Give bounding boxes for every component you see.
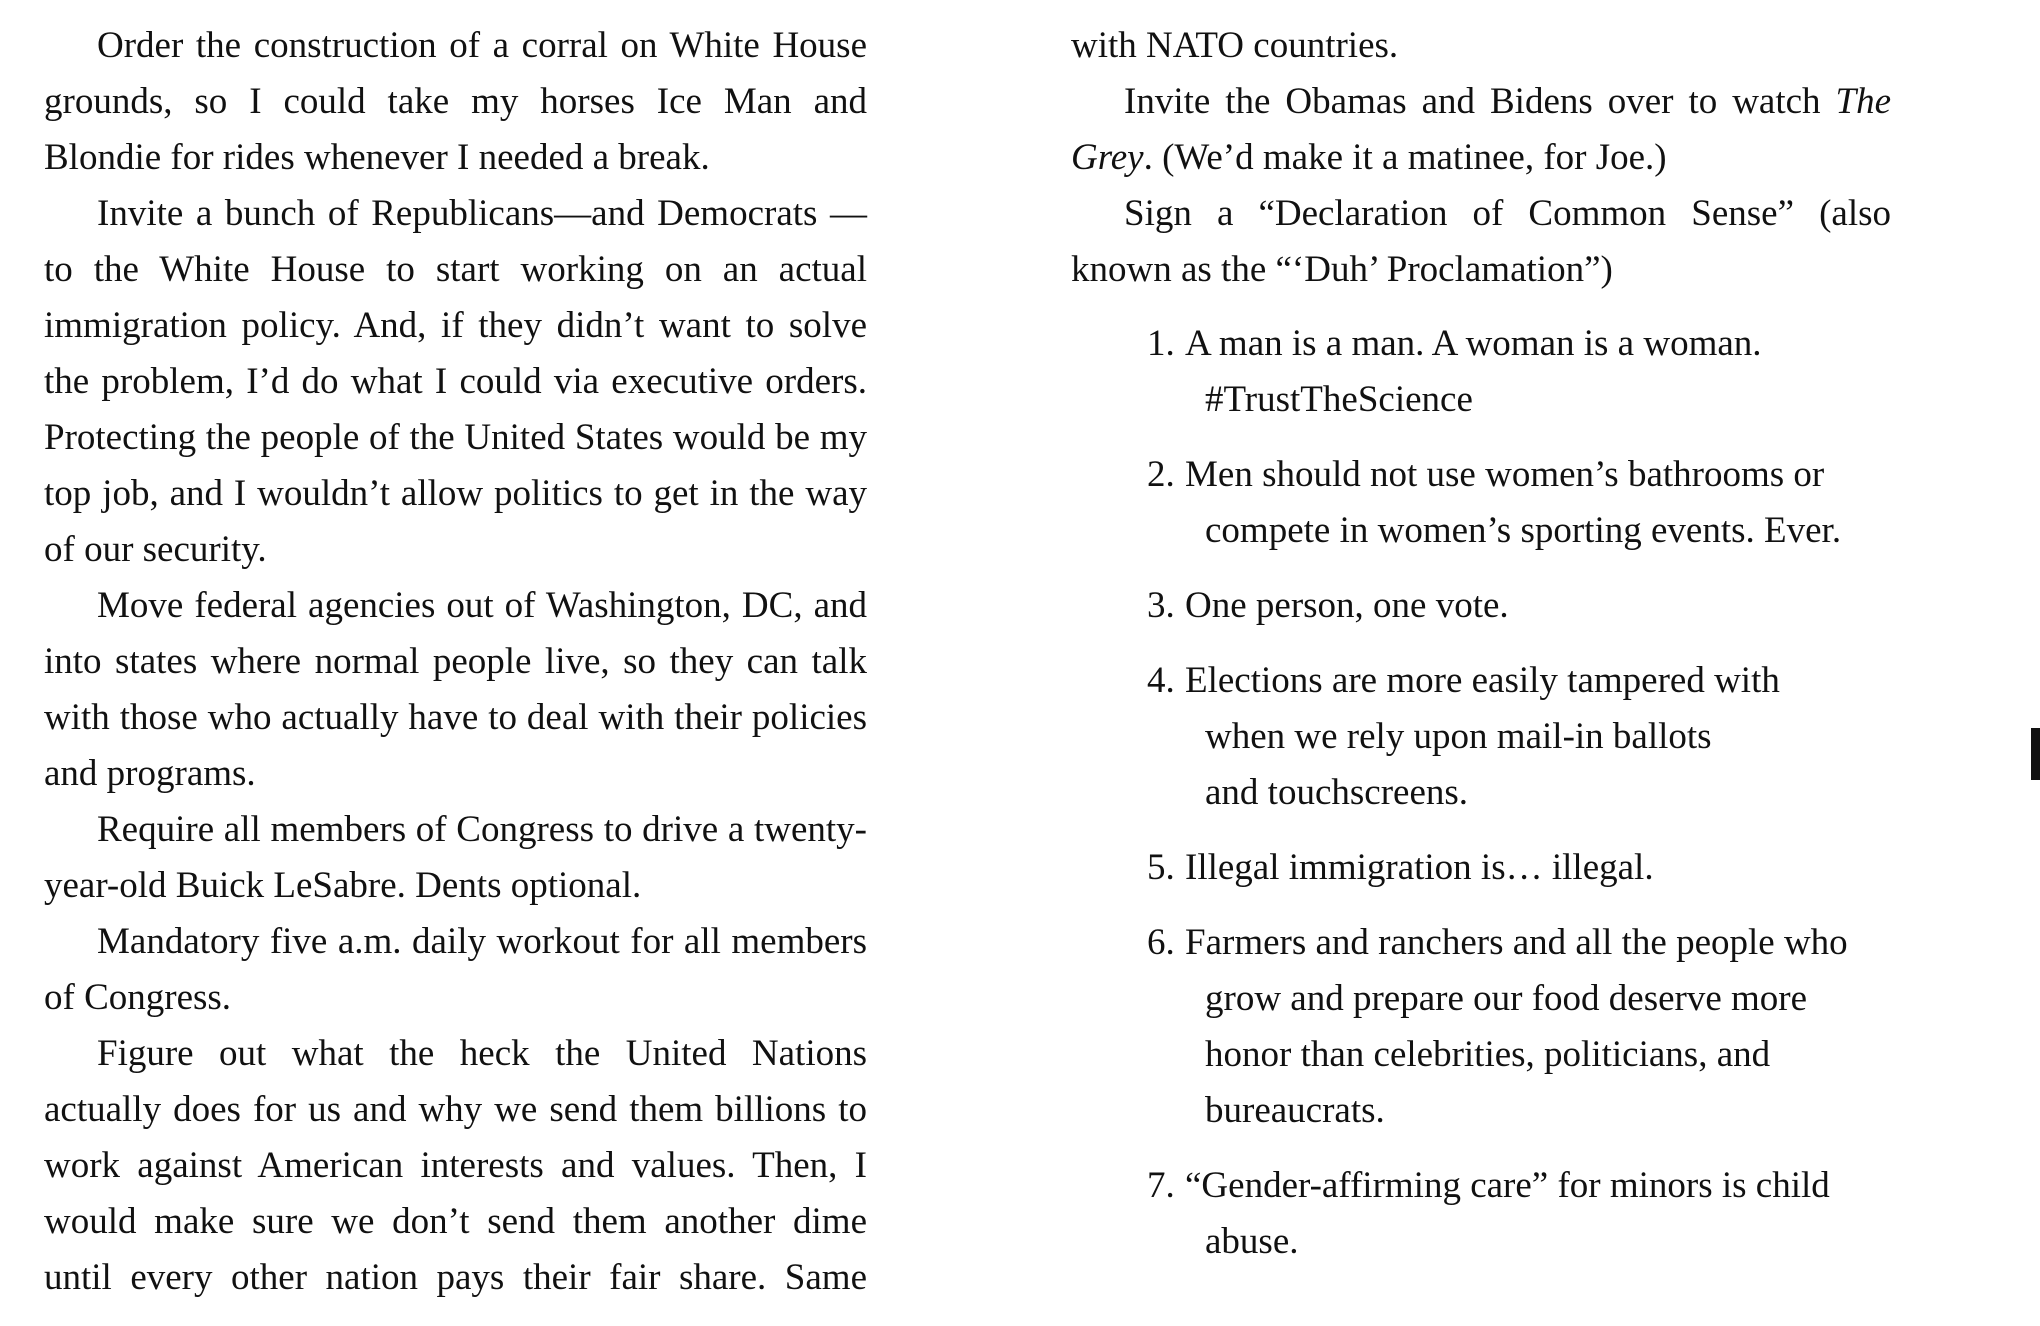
film-title: The Grey bbox=[1071, 81, 1891, 178]
list-item bbox=[1071, 447, 1891, 559]
list-item-text: Elections are more easily tampered with bbox=[1185, 660, 1780, 701]
list-item-text: One person, one vote. bbox=[1185, 585, 1509, 626]
left-page-column bbox=[44, 18, 867, 1306]
list-item-number: 5. bbox=[1147, 847, 1175, 888]
list-item bbox=[1071, 1158, 1891, 1270]
list-item-number: 6. bbox=[1147, 922, 1175, 963]
list-item-number: 7. bbox=[1147, 1165, 1175, 1206]
right-page-column bbox=[1071, 18, 1891, 1289]
common-sense-list bbox=[1071, 316, 1891, 1270]
list-item-text: A man is a man. A woman is a woman. bbox=[1185, 323, 1762, 364]
paragraph-united-nations: Figure out what the heck the United Nations actually does for us and why we send them billions to work against American interests and values. Then, I would make sure we don’t send them another dime until every other nation pays their fair share. Same bbox=[44, 1033, 867, 1298]
invite-text-before: Invite the Obamas and Bidens over to watch bbox=[1124, 81, 1836, 122]
paragraph-federal-agencies: Move federal agencies out of Washington, DC, and into states where normal people live, so they can talk with those who actually have to deal with their policies and programs. bbox=[44, 585, 867, 794]
list-item-text-continued: abuse. bbox=[1205, 1221, 1299, 1262]
list-item bbox=[1071, 915, 1891, 1139]
list-item-text: Farmers and ranchers and all the people who bbox=[1185, 922, 1848, 963]
list-item-number: 2. bbox=[1147, 454, 1175, 495]
paragraph-immigration-policy: Invite a bunch of Republicans—and Democrats —to the White House to start working on an actual immigration policy. And, if they didn’t want to solve the problem, I’d do what I could via executive orders. Protecting the people of the United States would be my top job, and I wouldn’t allow politics to get in the way of our security. bbox=[44, 193, 867, 570]
list-item-text-continued: when we rely upon mail-in ballots and touchscreens. bbox=[1205, 716, 1712, 813]
list-item bbox=[1071, 840, 1891, 896]
paragraph-buick: Require all members of Congress to drive a twenty-year-old Buick LeSabre. Dents optional. bbox=[44, 809, 867, 906]
list-item-text-continued: compete in women’s sporting events. Ever. bbox=[1205, 510, 1842, 551]
list-item bbox=[1071, 578, 1891, 634]
paragraph-declaration-intro: Sign a “Declaration of Common Sense” (also known as the “‘Duh’ Proclamation”) bbox=[1071, 193, 1891, 290]
paragraph-continuation: with NATO countries. bbox=[1071, 25, 1399, 66]
list-item-number: 4. bbox=[1147, 660, 1175, 701]
list-item-text: Illegal immigration is… illegal. bbox=[1185, 847, 1654, 888]
paragraph-corral: Order the construction of a corral on White House grounds, so I could take my horses Ice Man and Blondie for rides whenever I needed a break. bbox=[44, 25, 867, 178]
page-edge-marker bbox=[2031, 728, 2040, 780]
list-item-text: “Gender-affirming care” for minors is child bbox=[1185, 1165, 1830, 1206]
list-item bbox=[1071, 653, 1891, 821]
list-item-number: 1. bbox=[1147, 323, 1175, 364]
list-item-text-continued: grow and prepare our food deserve more honor than celebrities, politicians, and bureaucrats. bbox=[1205, 978, 1808, 1131]
list-item bbox=[1071, 316, 1891, 428]
paragraph-workout: Mandatory five a.m. daily workout for all members of Congress. bbox=[44, 921, 867, 1018]
paragraph-invite-obamas bbox=[1071, 74, 1891, 186]
invite-text-after: . (We’d make it a matinee, for Joe.) bbox=[1143, 137, 1667, 178]
list-item-text: Men should not use women’s bathrooms or bbox=[1185, 454, 1825, 495]
list-item-text-continued: #TrustTheScience bbox=[1205, 379, 1473, 420]
list-item-number: 3. bbox=[1147, 585, 1175, 626]
